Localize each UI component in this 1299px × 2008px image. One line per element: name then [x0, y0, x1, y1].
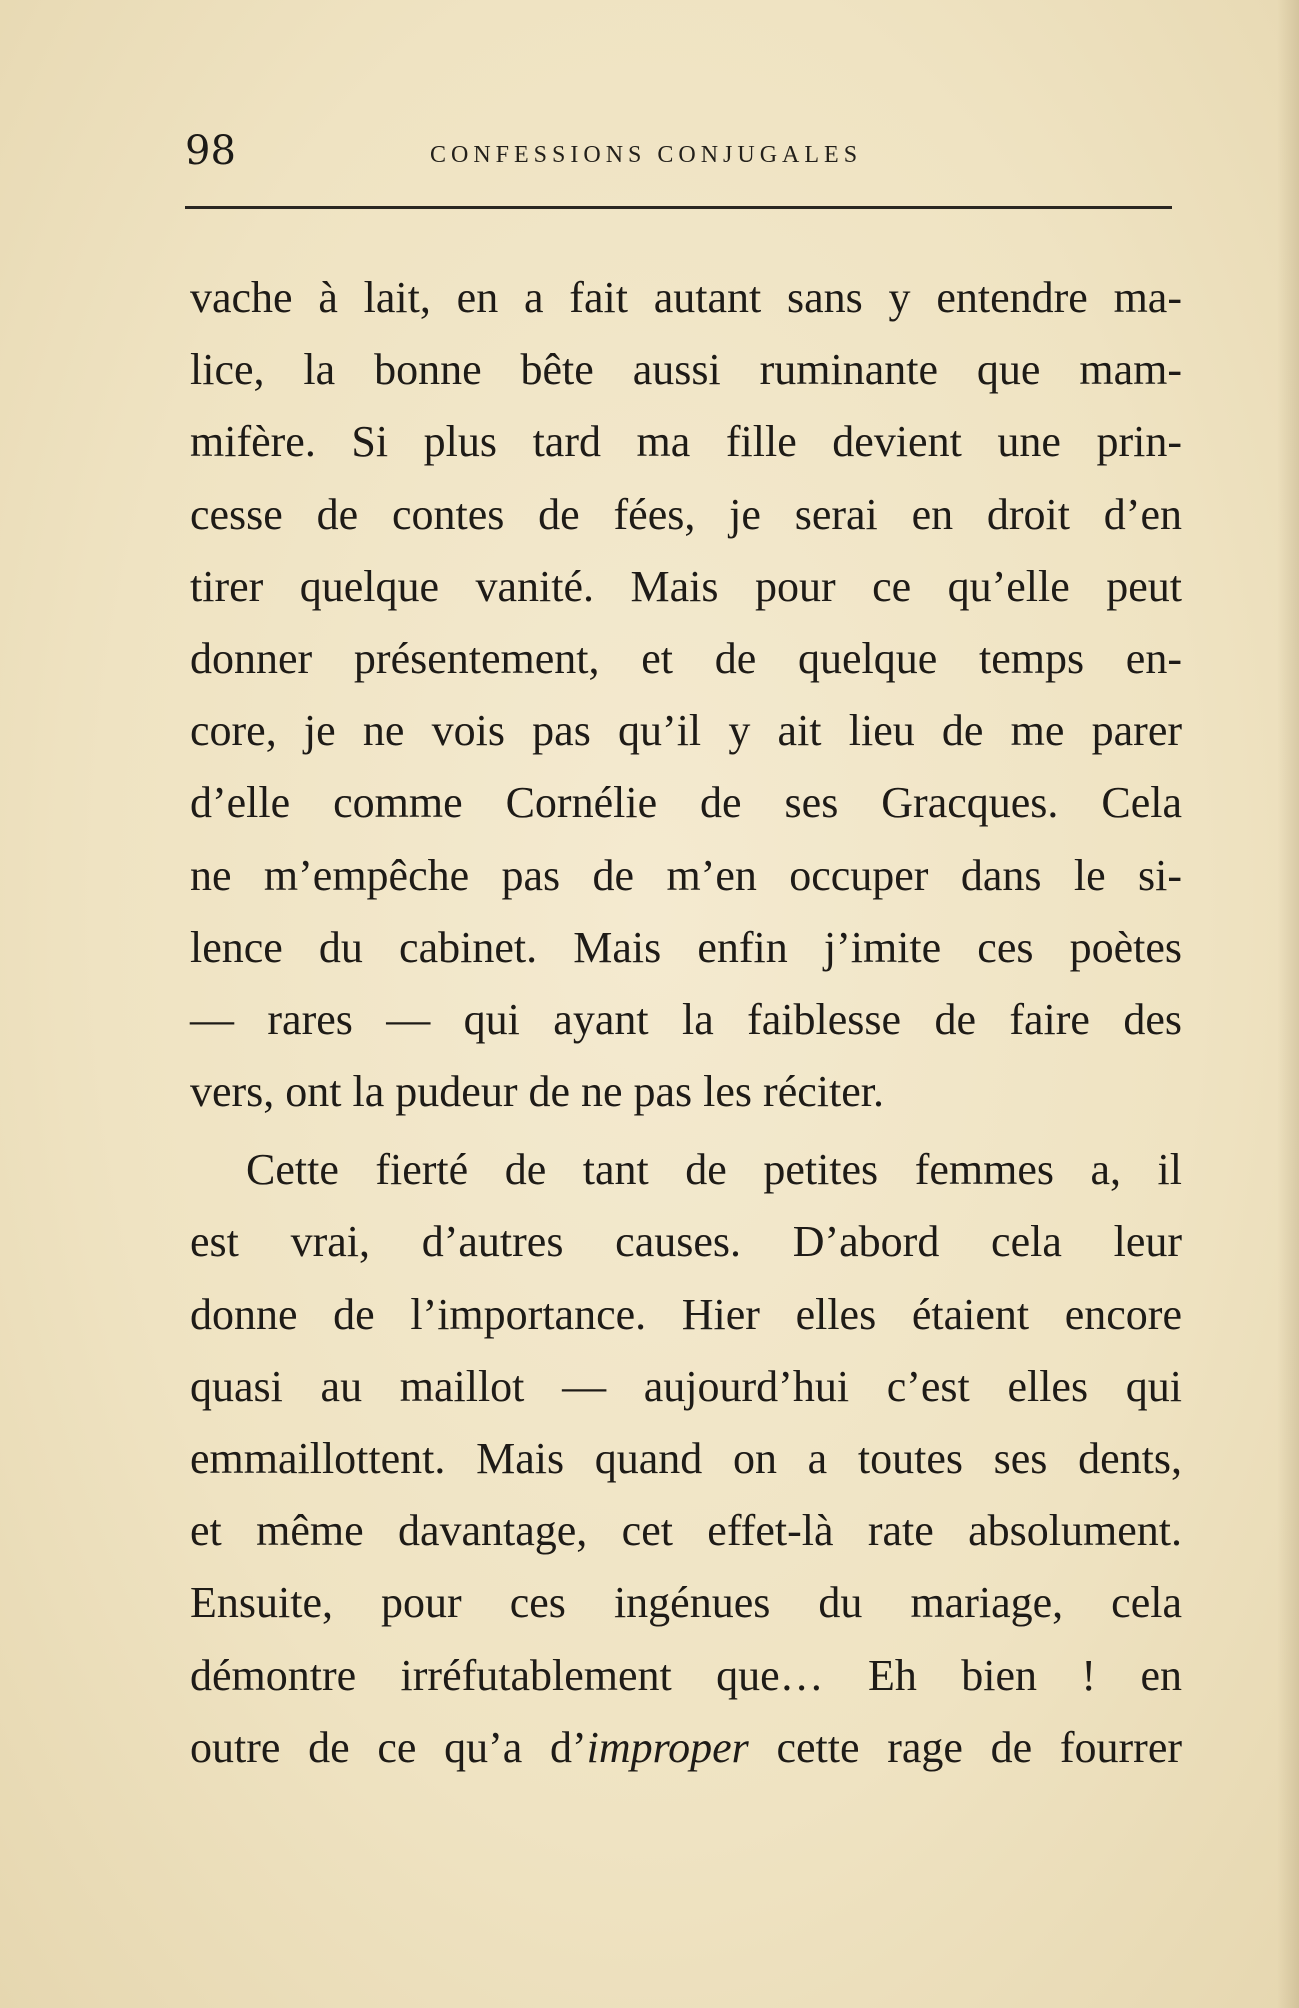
italic-word: improper [586, 1722, 749, 1772]
text-line: tirer quelque vanité. Mais pour ce qu’elle peut [190, 561, 1182, 611]
text-segment: outre de ce qu’a d’ [190, 1722, 587, 1772]
text-line: core, je ne vois pas qu’il y ait lieu de me parer [190, 706, 1182, 756]
text-line: et même davantage, cet effet-là rate absolument. [190, 1506, 1182, 1556]
page-header [185, 128, 1175, 188]
text-segment: cette rage de fourrer [748, 1722, 1182, 1772]
page-edge-shadow [1277, 0, 1299, 2008]
text-line: mifère. Si plus tard ma fille devient une prin- [190, 417, 1182, 467]
paragraph-1 [190, 262, 1182, 1128]
text-line-with-italic [190, 1712, 1182, 1784]
text-line: est vrai, d’autres causes. D’abord cela leur [190, 1217, 1182, 1267]
text-line: lice, la bonne bête aussi ruminante que mam- [190, 345, 1182, 395]
text-line: démontre irréfutablement que… Eh bien ! en [190, 1650, 1182, 1700]
text-line: cesse de contes de fées, je serai en droit d’en [190, 489, 1182, 539]
text-line: ne m’empêche pas de m’en occuper dans le si- [190, 850, 1182, 900]
text-line: donner présentement, et de quelque temps en- [190, 633, 1182, 683]
body-text [190, 262, 1182, 1784]
text-line: vache à lait, en a fait autant sans y entendre ma- [190, 273, 1182, 322]
text-line: lence du cabinet. Mais enfin j’imite ces poètes [190, 922, 1182, 972]
paragraph-2 [190, 1134, 1182, 1784]
text-line: vers, ont la pudeur de ne pas les réciter. [190, 1067, 884, 1117]
running-head: CONFESSIONS CONJUGALES [430, 142, 863, 168]
header-rule [185, 206, 1172, 209]
text-line: quasi au maillot — aujourd’hui c’est elles qui [190, 1361, 1182, 1411]
text-line: donne de l’importance. Hier elles étaient encore [190, 1289, 1182, 1339]
text-line: d’elle comme Cornélie de ses Gracques. Cela [190, 778, 1182, 828]
page-number: 98 [185, 128, 236, 174]
text-line: — rares — qui ayant la faiblesse de faire des [190, 994, 1182, 1044]
text-line: Cette fierté de tant de petites femmes a, il [246, 1145, 1182, 1195]
text-line: Ensuite, pour ces ingénues du mariage, cela [190, 1578, 1182, 1628]
text-line: emmaillottent. Mais quand on a toutes ses dents, [190, 1434, 1182, 1483]
